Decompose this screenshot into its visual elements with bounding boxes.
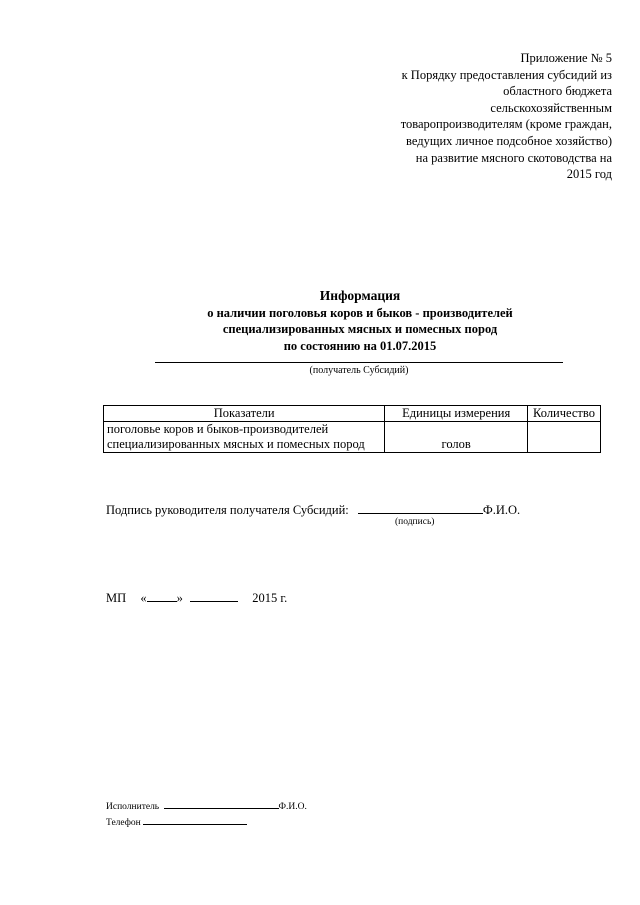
appendix-line: на развитие мясного скотоводства на (415, 150, 612, 165)
header-unit: Единицы измерения (385, 406, 528, 422)
title-line: специализированных мясных и помесных пород (222, 322, 498, 336)
executor-fio: Ф.И.О. (278, 802, 307, 812)
indicator-line: поголовье коров и быков-производителей (107, 422, 329, 436)
indicator-cell (104, 422, 385, 453)
indicator-line: специализированных мясных и помесных пород (107, 437, 365, 451)
appendix-line: к Порядку предоставления субсидий из (401, 67, 612, 82)
recipient-fill-line (155, 362, 563, 363)
appendix-line: товаропроизводителям (кроме граждан, (400, 117, 612, 132)
signature-row (106, 501, 520, 518)
executor-block (106, 799, 307, 830)
title-heading: Информация (319, 288, 401, 303)
header-quantity: Количество (528, 406, 601, 422)
appendix-line: областного бюджета (503, 84, 612, 99)
stamp-date-row (106, 590, 287, 606)
table-row (104, 422, 601, 453)
livestock-table (103, 405, 601, 453)
phone-field[interactable] (143, 815, 247, 825)
phone-row (106, 815, 307, 831)
appendix-line: сельскохозяйственным (490, 100, 612, 115)
title-line: о наличии поголовья коров и быков - производителей (207, 305, 513, 320)
executor-row (106, 799, 307, 815)
appendix-line: ведущих личное подсобное хозяйство) (406, 133, 612, 148)
appendix-header (360, 50, 612, 183)
quantity-cell[interactable] (528, 422, 601, 453)
signature-fio: Ф.И.О. (482, 503, 521, 517)
executor-label: Исполнитель (106, 802, 160, 812)
appendix-line: Приложение № 5 (520, 51, 612, 65)
document-title (100, 288, 620, 354)
recipient-caption: (получатель Субсидий) (309, 365, 409, 376)
year-label: 2015 г. (252, 591, 288, 605)
month-field[interactable] (190, 590, 238, 602)
phone-label: Телефон (106, 817, 141, 828)
signature-label: Подпись руководителя получателя Субсидий: (106, 503, 349, 517)
signature-field[interactable] (358, 501, 483, 514)
signature-caption: (подпись) (395, 517, 435, 527)
table-header-row (104, 406, 601, 422)
open-quote: « (140, 591, 147, 605)
close-quote: » (176, 591, 183, 605)
title-line: по состоянию на 01.07.2015 (283, 338, 437, 353)
executor-field[interactable] (164, 799, 279, 809)
stamp-label: МП (106, 591, 127, 605)
header-indicator: Показатели (104, 406, 385, 422)
day-field[interactable] (147, 590, 177, 602)
appendix-line: 2015 год (566, 167, 612, 182)
unit-cell: голов (385, 422, 528, 453)
